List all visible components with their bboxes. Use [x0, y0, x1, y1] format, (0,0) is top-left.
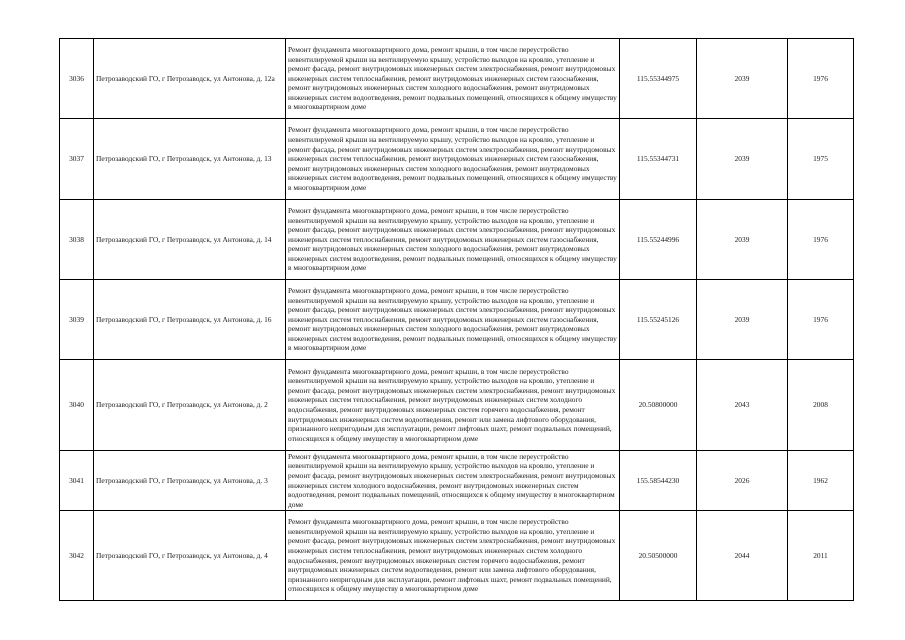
planned-year-cell: 2026	[697, 451, 788, 511]
built-year-cell: 1962	[788, 451, 854, 511]
planned-year-cell: 2039	[697, 119, 788, 200]
built-year-cell: 2008	[788, 360, 854, 451]
row-number: 3039	[60, 280, 94, 360]
address-cell: Петрозаводский ГО, г Петрозаводск, ул Антонова, д. 4	[94, 511, 286, 601]
table-row	[60, 360, 854, 451]
row-number: 3037	[60, 119, 94, 200]
table-row	[60, 200, 854, 280]
built-year-cell: 1976	[788, 39, 854, 119]
address-cell: Петрозаводский ГО, г Петрозаводск, ул Антонова, д. 12а	[94, 39, 286, 119]
address-cell: Петрозаводский ГО, г Петрозаводск, ул Антонова, д. 13	[94, 119, 286, 200]
table-row	[60, 280, 854, 360]
area-cell: 115.55244996	[620, 200, 697, 280]
row-number: 3040	[60, 360, 94, 451]
planned-year-cell: 2039	[697, 200, 788, 280]
row-number: 3041	[60, 451, 94, 511]
planned-year-cell: 2044	[697, 511, 788, 601]
works-cell: Ремонт фундамента многоквартирного дома, ремонт крыши, в том числе переустройство невентилируемой крыши на вентилируемую крышу, устройство выходов на кровлю, утепление и ремонт фасада, ремонт внутридомовых инженерных систем электроснабжения, ремонт внутридомовых инженерных систем теплоснабжения, ремонт внутридомовых инженерных систем газоснабжения, ремонт внутридомовых инженерных систем холодного водоснабжения, ремонт внутридомовых инженерных систем водоотведения, ремонт подвальных помещений, относящихся к общему имуществу в многоквартирном доме	[286, 200, 620, 280]
works-cell: Ремонт фундамента многоквартирного дома, ремонт крыши, в том числе переустройство невентилируемой крыши на вентилируемую крышу, устройство выходов на кровлю, утепление и ремонт фасада, ремонт внутридомовых инженерных систем электроснабжения, ремонт внутридомовых инженерных систем теплоснабжения, ремонт внутридомовых инженерных систем холодного водоснабжения, ремонт внутридомовых инженерных систем горячего водоснабжения, ремонт внутридомовых инженерных систем водоотведения, ремонт или замена лифтового оборудования, признанного непригодным для эксплуатации, ремонт лифтовых шахт, ремонт подвальных помещений, относящихся к общему имуществу в многоквартирном доме	[286, 511, 620, 601]
area-cell: 155.58544230	[620, 451, 697, 511]
address-cell: Петрозаводский ГО, г Петрозаводск, ул Антонова, д. 2	[94, 360, 286, 451]
works-cell: Ремонт фундамента многоквартирного дома, ремонт крыши, в том числе переустройство невентилируемой крыши на вентилируемую крышу, устройство выходов на кровлю, утепление и ремонт фасада, ремонт внутридомовых инженерных систем электроснабжения, ремонт внутридомовых инженерных систем теплоснабжения, ремонт внутридомовых инженерных систем газоснабжения, ремонт внутридомовых инженерных систем холодного водоснабжения, ремонт внутридомовых инженерных систем водоотведения, ремонт подвальных помещений, относящихся к общему имуществу в многоквартирном доме	[286, 39, 620, 119]
planned-year-cell: 2039	[697, 280, 788, 360]
planned-year-cell: 2039	[697, 39, 788, 119]
works-cell: Ремонт фундамента многоквартирного дома, ремонт крыши, в том числе переустройство невентилируемой крыши на вентилируемую крышу, устройство выходов на кровлю, утепление и ремонт фасада, ремонт внутридомовых инженерных систем электроснабжения, ремонт внутридомовых инженерных систем холодного водоснабжения, ремонт внутридомовых инженерных систем водоотведения, ремонт подвальных помещений, относящихся к общему имуществу в многоквартирном доме	[286, 451, 620, 511]
address-cell: Петрозаводский ГО, г Петрозаводск, ул Антонова, д. 16	[94, 280, 286, 360]
area-cell: 115.55344731	[620, 119, 697, 200]
row-number: 3036	[60, 39, 94, 119]
built-year-cell: 2011	[788, 511, 854, 601]
row-number: 3038	[60, 200, 94, 280]
area-cell: 20.50500000	[620, 511, 697, 601]
address-cell: Петрозаводский ГО, г Петрозаводск, ул Антонова, д. 3	[94, 451, 286, 511]
works-cell: Ремонт фундамента многоквартирного дома, ремонт крыши, в том числе переустройство невентилируемой крыши на вентилируемую крышу, устройство выходов на кровлю, утепление и ремонт фасада, ремонт внутридомовых инженерных систем электроснабжения, ремонт внутридомовых инженерных систем теплоснабжения, ремонт внутридомовых инженерных систем газоснабжения, ремонт внутридомовых инженерных систем холодного водоснабжения, ремонт внутридомовых инженерных систем водоотведения, ремонт подвальных помещений, относящихся к общему имуществу в многоквартирном доме	[286, 280, 620, 360]
works-cell: Ремонт фундамента многоквартирного дома, ремонт крыши, в том числе переустройство невентилируемой крыши на вентилируемую крышу, устройство выходов на кровлю, утепление и ремонт фасада, ремонт внутридомовых инженерных систем электроснабжения, ремонт внутридомовых инженерных систем теплоснабжения, ремонт внутридомовых инженерных систем газоснабжения, ремонт внутридомовых инженерных систем холодного водоснабжения, ремонт внутридомовых инженерных систем водоотведения, ремонт подвальных помещений, относящихся к общему имуществу в многоквартирном доме	[286, 119, 620, 200]
planned-year-cell: 2043	[697, 360, 788, 451]
address-cell: Петрозаводский ГО, г Петрозаводск, ул Антонова, д. 14	[94, 200, 286, 280]
area-cell: 115.55344975	[620, 39, 697, 119]
works-cell: Ремонт фундамента многоквартирного дома, ремонт крыши, в том числе переустройство невентилируемой крыши на вентилируемую крышу, устройство выходов на кровлю, утепление и ремонт фасада, ремонт внутридомовых инженерных систем электроснабжения, ремонт внутридомовых инженерных систем теплоснабжения, ремонт внутридомовых инженерных систем холодного водоснабжения, ремонт внутридомовых инженерных систем горячего водоснабжения, ремонт внутридомовых инженерных систем водоотведения, ремонт или замена лифтового оборудования, признанного непригодным для эксплуатации, ремонт лифтовых шахт, ремонт подвальных помещений, относящихся к общему имуществу в многоквартирном доме	[286, 360, 620, 451]
area-cell: 115.55245126	[620, 280, 697, 360]
table-row	[60, 119, 854, 200]
built-year-cell: 1976	[788, 200, 854, 280]
table-row	[60, 511, 854, 601]
area-cell: 20.50800000	[620, 360, 697, 451]
row-number: 3042	[60, 511, 94, 601]
table-row	[60, 39, 854, 119]
built-year-cell: 1976	[788, 280, 854, 360]
registry-table	[59, 38, 854, 601]
built-year-cell: 1975	[788, 119, 854, 200]
table-row	[60, 451, 854, 511]
